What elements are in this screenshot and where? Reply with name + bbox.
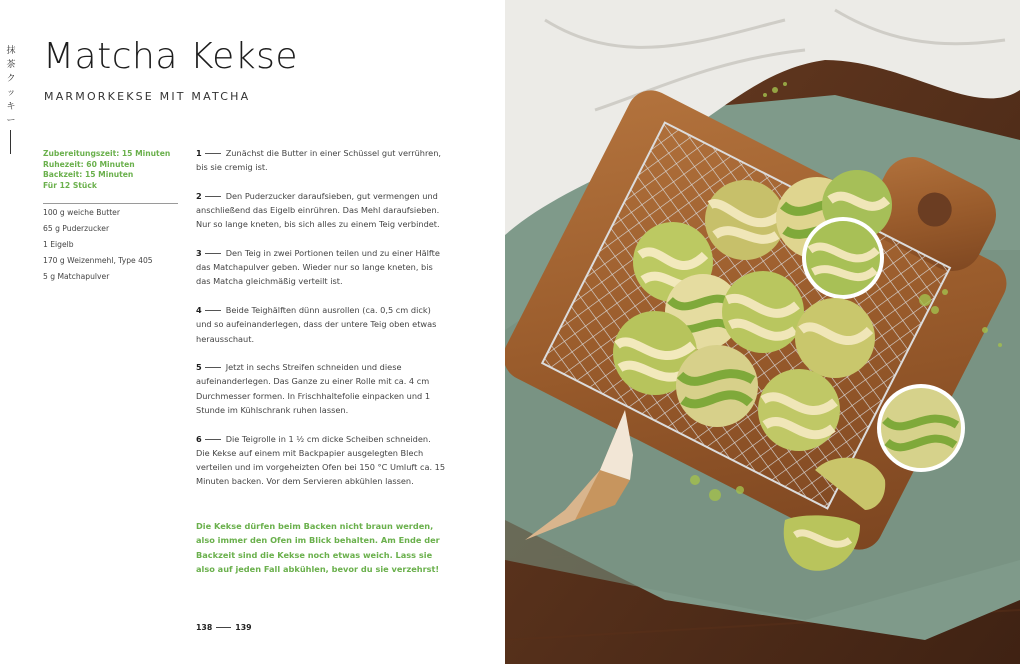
jp-char: ー [6, 116, 16, 126]
step-text: Die Teigrolle in 1 ½ cm dicke Scheiben schneiden. Die Kekse auf einem mit Backpapier ausgelegten Blech verteilen und im vorgeheizten Ofen bei 150 °C Umluft ca. 15 Minuten backen. Vor dem Servieren abkühlen lassen. [196, 433, 446, 487]
step-text: Jetzt in sechs Streifen schneiden und diese aufeinanderlegen. Das Ganze zu einer Rolle mit ca. 4 cm Durchmesser formen. In Frischhaltefolie einpacken und 1 Stunde im Kühlschrank ruhen lassen. [196, 362, 431, 415]
step-text: Beide Teighälften dünn ausrollen (ca. 0,5 cm dick) und so aufeinanderlegen, dass der untere Teig oben etwas herausschaut. [196, 305, 437, 344]
step-text: Zunächst die Butter in einer Schüssel gut verrühren, bis sie cremig ist. [196, 148, 441, 173]
rest-time: Ruhezeit: 60 Minuten [43, 159, 135, 169]
ingredients-divider [43, 203, 178, 204]
step-number: 5 [196, 362, 202, 373]
step-number: 2 [196, 190, 202, 201]
vertical-rule [10, 130, 11, 154]
step-item [196, 432, 446, 489]
page-numbers [196, 623, 252, 632]
page-title: Matcha Kekse [43, 36, 299, 77]
jp-char: 茶 [6, 60, 16, 70]
recipe-times [43, 149, 170, 191]
ingredient-item: 100 g weiche Butter [43, 208, 120, 217]
yield: Für 12 Stück [43, 180, 97, 190]
jp-char: ク [6, 74, 16, 84]
left-page [0, 0, 505, 664]
step-number: 6 [196, 433, 202, 444]
page-number-left: 138 [196, 623, 213, 632]
step-item [196, 246, 446, 289]
jp-char: 抹 [6, 46, 16, 56]
cookie-photo [505, 0, 1020, 664]
jp-char: ッ [6, 88, 16, 98]
bake-time: Backzeit: 15 Minuten [43, 170, 134, 180]
step-number: 3 [196, 248, 202, 259]
step-item [196, 303, 446, 346]
step-text: Den Puderzucker daraufsieben, gut vermengen und anschließend das Eigelb einrühren. Das Mehl daraufsieben. Nur so lange kneten, bis sich alles zu einem Teig verbindet. [196, 190, 440, 230]
tip-note: Die Kekse dürfen beim Backen nicht braun werden, also immer den Ofen im Blick behalten. Am Ende der Backzeit sind die Kekse noch etwas weich. Lass sie also auf jeden Fall abkühlen, bevor du sie verzehrst! [196, 521, 440, 575]
jp-char: キ [6, 102, 16, 112]
ingredient-item: 170 g Weizenmehl, Type 405 [43, 256, 153, 265]
step-item [196, 360, 446, 417]
steps-list [196, 146, 446, 503]
step-item [196, 146, 446, 174]
step-number: 1 [196, 148, 202, 158]
ingredients-list [43, 206, 153, 286]
prep-time: Zubereitungszeit: 15 Minuten [43, 149, 171, 158]
page-subtitle: MARMORKEKSE MIT MATCHA [44, 90, 251, 103]
ingredient-item: 65 g Puderzucker [43, 224, 110, 233]
step-number: 4 [196, 305, 202, 316]
ingredient-item: 5 g Matchapulver [43, 272, 110, 281]
step-text: Den Teig in zwei Portionen teilen und zu einer Hälfte das Matchapulver geben. Wieder nur so lange kneten, bis das Matcha gleichmäßig verteilt ist. [196, 248, 440, 287]
step-item [196, 189, 446, 232]
japanese-vertical-title [5, 44, 17, 128]
ingredient-item: 1 Eigelb [43, 240, 74, 249]
photo-illustration [505, 0, 1020, 664]
page-number-right: 139 [235, 623, 252, 632]
